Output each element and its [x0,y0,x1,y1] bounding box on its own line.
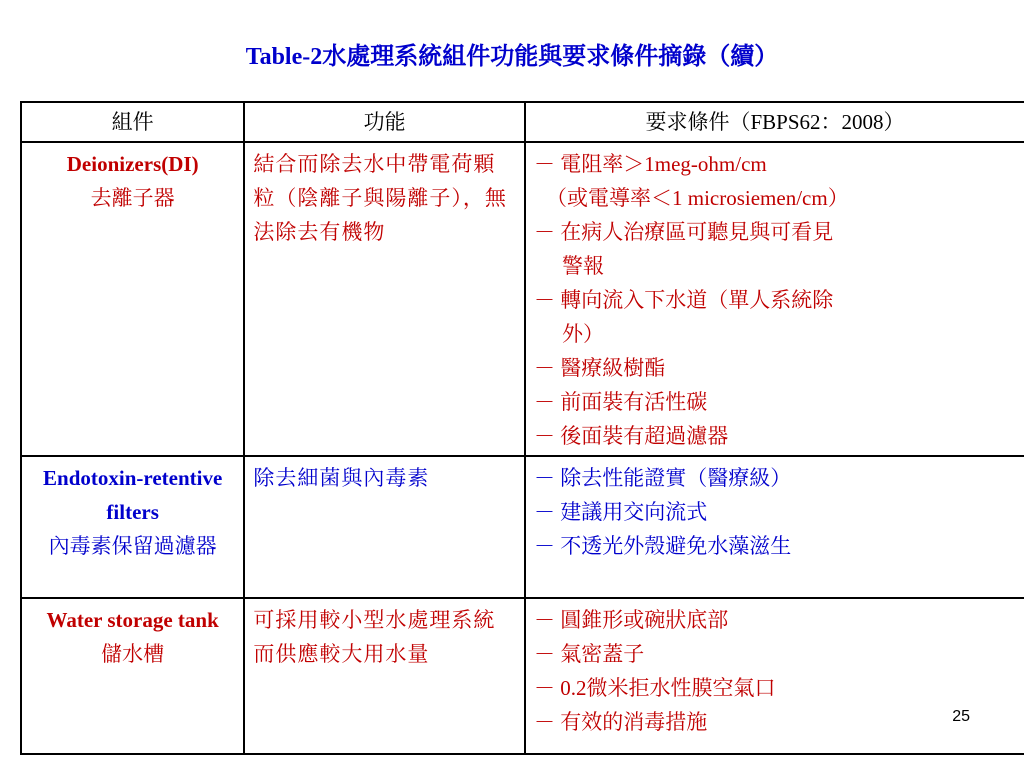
requirements-cell [525,456,1024,598]
table-row-water-storage-tank [21,598,1024,754]
requirements-cell [525,598,1024,754]
component-name-zh: 去離子器 [90,186,175,210]
requirement-item: － 在病人治療區可聽見與可看見 [534,220,834,244]
requirement-item: － 圓錐形或碗狀底部 [534,608,729,632]
requirement-item: － 0.2微米拒水性膜空氣口 [534,676,776,700]
requirement-item: 外） [562,322,604,346]
component-cell [21,598,244,754]
requirement-item: － 電阻率＞1meg-ohm/cm [534,152,767,176]
component-name-zh: 內毒素保留過濾器 [48,534,217,558]
table-row-deionizers [21,142,1024,456]
requirement-item: － 前面裝有活性碳 [534,390,708,414]
function-cell: 結合而除去水中帶電荷顆粒（陰離子與陽離子），無法除去有機物 [244,142,525,456]
requirement-item: － 有效的消毒措施 [534,710,708,734]
requirement-item: （或電導率＜1 microsiemen/cm） [546,186,849,210]
header-function: 功能 [244,102,525,142]
component-name-zh: 儲水槽 [101,642,165,666]
requirement-item: － 後面裝有超過濾器 [534,424,729,448]
requirement-item: － 除去性能證實（醫療級） [534,466,792,490]
table-header-row [21,102,1024,142]
requirement-item: － 建議用交向流式 [534,500,708,524]
table-row-endotoxin-filters [21,456,1024,598]
requirement-item: 警報 [562,254,604,278]
header-requirements: 要求條件（FBPS62：2008） [525,102,1024,142]
requirement-item: － 轉向流入下水道（單人系統除 [534,288,834,312]
page-title: Table-2水處理系統組件功能與要求條件摘錄（續） [245,44,779,70]
requirement-item: － 不透光外殼避免水藻滋生 [534,534,792,558]
requirements-cell [525,142,1024,456]
requirement-item: － 醫療級樹酯 [534,356,666,380]
function-cell: 可採用較小型水處理系統而供應較大用水量 [244,598,525,754]
components-table [20,101,1024,755]
header-component: 組件 [21,102,244,142]
page-number: 25 [952,708,970,725]
function-cell: 除去細菌與內毒素 [244,456,525,598]
requirement-item: － 氣密蓋子 [534,642,645,666]
component-cell [21,142,244,456]
component-cell [21,456,244,598]
component-name-en: Deionizers(DI) [66,152,199,176]
component-name-en: Endotoxin-retentive filters [43,466,223,524]
component-name-en: Water storage tank [46,608,219,632]
